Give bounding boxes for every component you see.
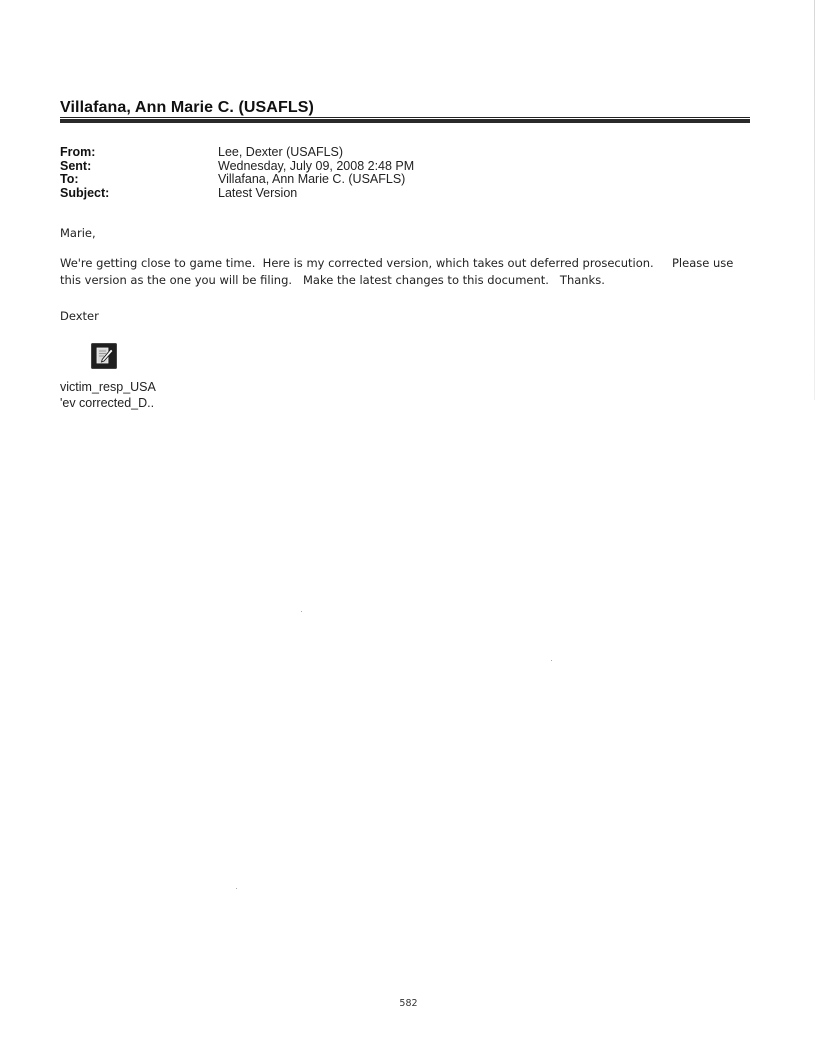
to-value: Villafana, Ann Marie C. (USAFLS) <box>218 172 406 186</box>
scan-speck <box>301 611 302 612</box>
header-rule-thick <box>60 119 750 123</box>
page-number: 582 <box>399 998 418 1009</box>
email-body-line-2: this version as the one you will be filing. Make the latest changes to this document. Thanks. <box>60 273 605 287</box>
subject-row <box>60 187 414 201</box>
attachment-filename-line-1: victim_resp_USA <box>60 380 156 394</box>
attachment-filename-line-2: 'ev corrected_D.. <box>60 396 155 410</box>
scan-speck <box>551 660 552 661</box>
from-label: From: <box>60 145 96 159</box>
header-rule-thin <box>60 117 750 118</box>
sent-row <box>60 160 414 174</box>
email-header-fields <box>60 146 414 200</box>
from-row <box>60 146 414 160</box>
sent-value: Wednesday, July 09, 2008 2:48 PM <box>218 158 415 173</box>
document-pen-icon[interactable] <box>91 343 117 369</box>
email-salutation: Marie, <box>60 226 96 240</box>
to-label: To: <box>60 172 79 186</box>
subject-label: Subject: <box>60 185 110 200</box>
subject-value: Latest Version <box>218 185 298 200</box>
page-edge-shadow <box>814 0 815 400</box>
email-body-line-1: We're getting close to game time. Here is my corrected version, which takes out deferred prosecution. Please use <box>60 256 734 270</box>
scan-speck <box>236 888 237 889</box>
attachment-filename[interactable] <box>60 379 156 411</box>
from-value: Lee, Dexter (USAFLS) <box>218 145 344 159</box>
sent-label: Sent: <box>60 158 92 173</box>
mailbox-owner-name: Villafana, Ann Marie C. (USAFLS) <box>60 99 314 116</box>
to-row <box>60 173 414 187</box>
email-signature: Dexter <box>60 309 99 323</box>
